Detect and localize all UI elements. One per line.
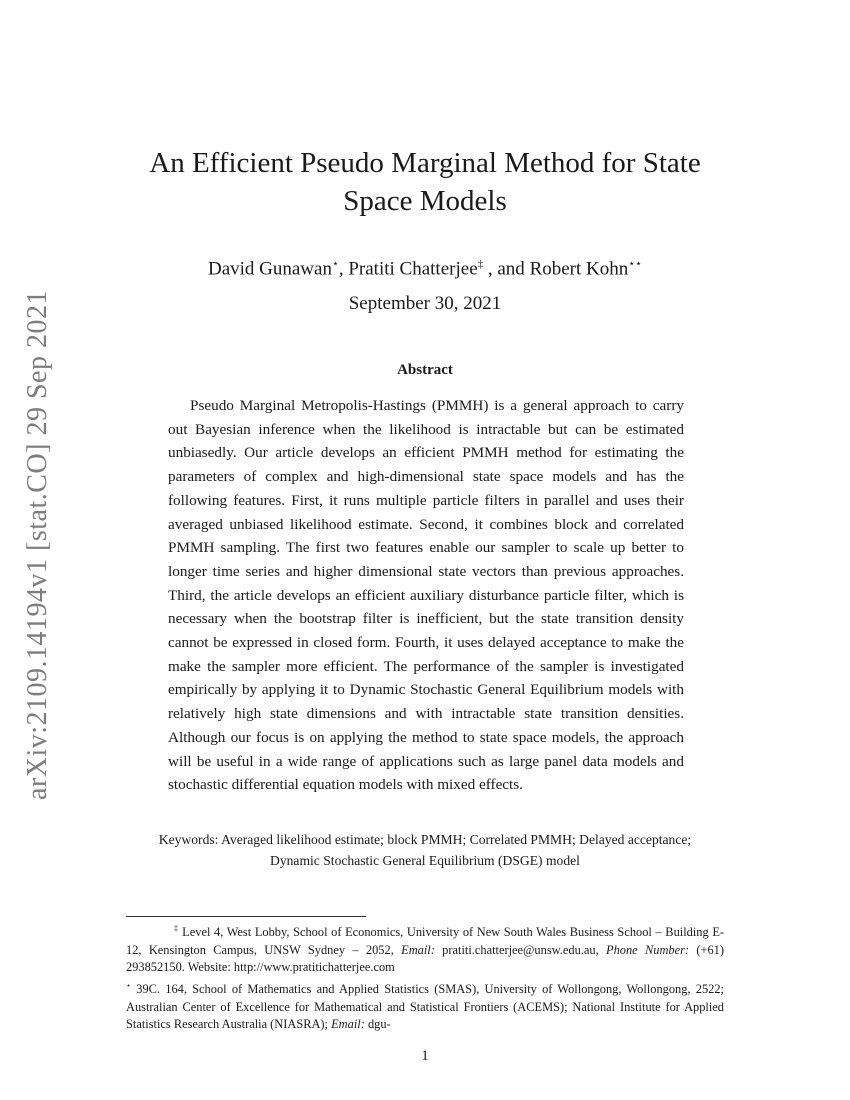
footnote-mark: ‡ <box>174 924 179 933</box>
footnote-rule <box>126 916 366 917</box>
footnotes <box>126 920 724 1034</box>
paper-date: September 30, 2021 <box>348 293 502 314</box>
author-mark: ‡ <box>477 258 484 270</box>
footnote-email: pratiti.chatterjee@unsw.edu.au, <box>434 942 606 957</box>
author-separator: , and <box>483 258 530 280</box>
author-name: David Gunawan <box>207 258 332 280</box>
abstract-heading: Abstract <box>397 362 453 378</box>
author-name: Robert Kohn <box>529 258 629 280</box>
author-mark: ⋆⋆ <box>628 258 643 270</box>
arxiv-stamp <box>8 290 68 800</box>
page-number: 1 <box>421 1048 429 1064</box>
arxiv-stamp-text: arXiv:2109.14194v1 [stat.CO] 29 Sep 2021 <box>22 290 53 800</box>
author-list <box>120 252 730 281</box>
footnote-email-label: Email: <box>331 1017 365 1032</box>
author-mark: ⋆ <box>331 258 339 270</box>
paper-title: An Efficient Pseudo Marginal Method for State Space Models <box>149 147 701 217</box>
keywords <box>120 829 730 871</box>
author-name: Pratiti Chatterjee <box>348 258 478 280</box>
keywords-line: Keywords: Averaged likelihood estimate; block PMMH; Correlated PMMH; Delayed acceptance; <box>158 832 692 847</box>
footnote-affiliation-gunawan <box>126 977 724 1034</box>
author-separator: , <box>338 258 349 280</box>
footnote-text: 39C. 164, School of Mathematics and Applied Statistics (SMAS), University of Wollongong, Wollongong, 2522; Australian Center of Excellence for Mathematical and Statistical Frontiers (ACEMS); National Institute for Applied Statistics Research Australia (NIASRA); <box>126 982 724 1032</box>
footnote-phone-label: Phone Number: <box>606 942 690 957</box>
footnote-text: Level 4, West Lobby, School of Economics, University of New South Wales Business School – Building E-12, Kensington Campus, UNSW Sydney – 2052, <box>126 925 725 957</box>
footnote-email-label: Email: <box>401 942 435 957</box>
abstract-body: Pseudo Marginal Metropolis-Hastings (PMMH) is a general approach to carry out Bayesian inference when the likelihood is intractable but can be estimated unbiasedly. Our article develops an efficient PMMH method for estimating the parameters of complex and high-dimensional state space models and has the following features. First, it runs multiple particle filters in parallel and uses their averaged unbiased likelihood estimate. Second, it combines block and correlated PMMH sampling. The first two features enable our sampler to scale up better to longer time series and higher dimensional state vectors than previous approaches. Third, the article develops an efficient auxiliary disturbance particle filter, which is necessary when the bootstrap filter is inefficient, but the state transition density cannot be expressed in closed form. Fourth, it uses delayed acceptance to make the make the sampler more efficient. The performance of the sampler is investigated empirically by applying it to Dynamic Stochastic General Equilibrium models with relatively high state dimensions and with intractable state transition densities. Although our focus is on applying the method to state space models, the approach will be useful in a wide range of applications such as large panel data models and stochastic differential equation models with mixed effects. <box>168 397 684 794</box>
footnote-text: (+61) 293852150. Website: http://www.pratitichatterjee.com <box>126 942 724 975</box>
footnote-mark: ⋆ <box>126 980 132 990</box>
footnote-affiliation-chatterjee <box>126 920 724 977</box>
keywords-line: Dynamic Stochastic General Equilibrium (DSGE) model <box>270 853 580 868</box>
footnote-email: dgu- <box>364 1017 391 1032</box>
